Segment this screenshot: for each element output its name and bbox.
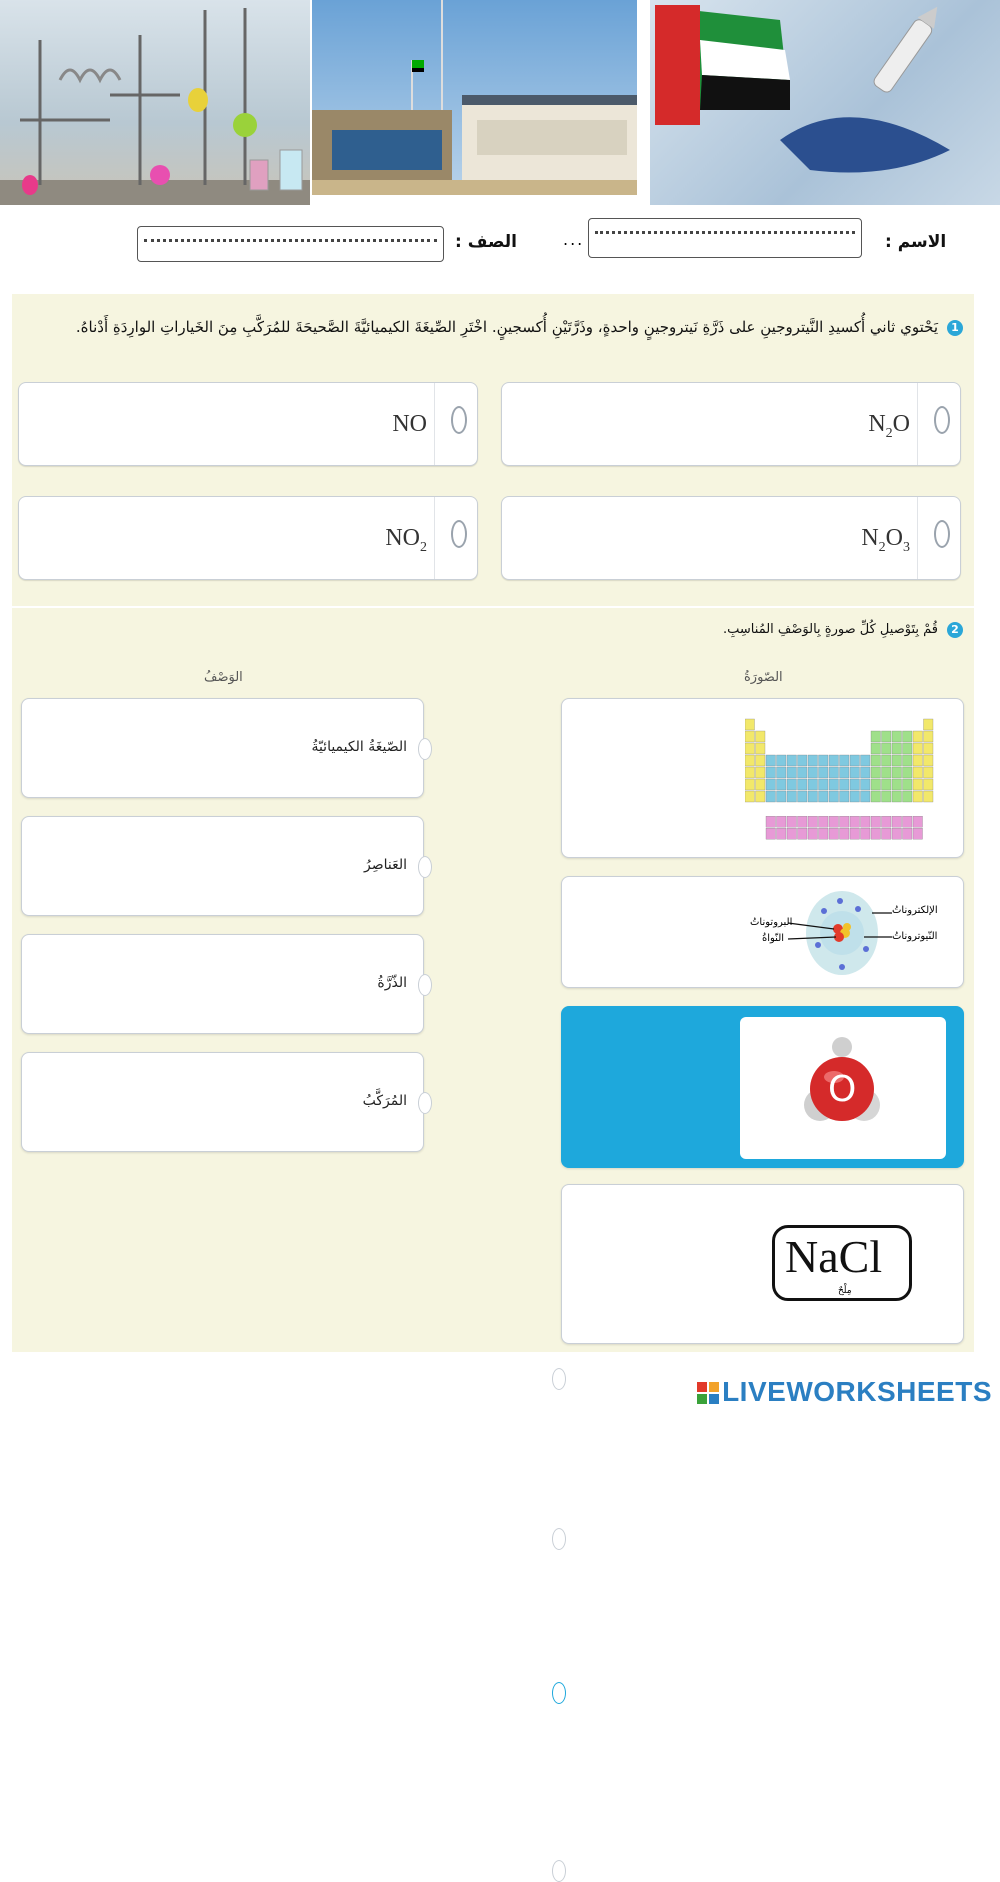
periodic-table-cell	[871, 791, 881, 802]
option-divider	[917, 497, 918, 579]
periodic-table-cell	[777, 828, 787, 839]
radio-button[interactable]	[451, 520, 467, 548]
periodic-table-cell	[861, 755, 871, 766]
periodic-table-cell	[756, 767, 766, 778]
nacl-formula: NaCl	[785, 1231, 883, 1282]
periodic-table-cell	[903, 779, 913, 790]
image-connector[interactable]	[552, 1682, 566, 1704]
description-connector[interactable]	[418, 974, 432, 996]
uae-flag-rocket-photo	[650, 0, 1000, 205]
oxygen-letter: O	[828, 1069, 857, 1110]
periodic-table-cell	[808, 767, 818, 778]
periodic-table-cell	[777, 816, 787, 827]
periodic-table-cell	[913, 779, 923, 790]
radio-button[interactable]	[934, 406, 950, 434]
periodic-table-cell	[840, 767, 850, 778]
periodic-table-cell	[829, 791, 839, 802]
periodic-table-cell	[903, 731, 913, 742]
periodic-table-cell	[924, 731, 934, 742]
class-label: الصف :	[455, 232, 517, 252]
periodic-table-cell	[871, 779, 881, 790]
periodic-table-cell	[903, 791, 913, 802]
periodic-table-cell	[892, 791, 902, 802]
periodic-table-cell	[871, 828, 881, 839]
periodic-table-cell	[850, 816, 860, 827]
nucleus-label: النّواةُ	[762, 933, 785, 944]
periodic-table-cell	[745, 779, 755, 790]
periodic-table-cell	[913, 791, 923, 802]
description-text: الصّيغَةُ الكيميائيّةُ	[311, 739, 407, 755]
periodic-table-cell	[924, 719, 934, 730]
periodic-table-cell	[798, 816, 808, 827]
match-image-nacl[interactable]	[561, 1184, 964, 1344]
periodic-table-cell	[892, 743, 902, 754]
periodic-table-cell	[913, 755, 923, 766]
option-divider	[434, 383, 435, 465]
question-1-text: يَحْتوي ثاني أُكسيدِ النَّيتروجينِ على ذَرَّةِ نَيتروجينٍ واحدةٍ، وذَرَّتَيْنِ أُكسجينٍ. اخْتَرِ الصِّيغَةَ الكيميائيَّةَ الصَّحيحَةَ للمُرَكَّبِ مِنَ الخَياراتِ الوارِدَةِ أَدْناهُ.	[75, 318, 938, 336]
description-column-title: الوَصْفُ	[204, 670, 243, 685]
formula-text: NO	[392, 411, 427, 437]
name-label: الاسم :	[885, 232, 947, 252]
formula-text: $NO_2$	[385, 525, 427, 555]
header-banner	[0, 0, 1000, 205]
periodic-table-cell	[903, 743, 913, 754]
formula-text: $N_2O$	[868, 411, 910, 441]
periodic-table-cell	[913, 828, 923, 839]
periodic-table-cell	[766, 767, 776, 778]
periodic-table-cell	[882, 743, 892, 754]
periodic-table-cell	[829, 779, 839, 790]
match-description-atom[interactable]	[21, 934, 424, 1034]
match-description-elements[interactable]	[21, 816, 424, 916]
periodic-table-cell	[808, 816, 818, 827]
match-description-compound[interactable]	[21, 1052, 424, 1152]
periodic-table-cell	[892, 731, 902, 742]
periodic-table-cell	[871, 767, 881, 778]
periodic-table-cell	[871, 755, 881, 766]
protons-label: البروتوناتُ	[750, 917, 793, 928]
periodic-table-cell	[840, 779, 850, 790]
logo-icon	[697, 1382, 719, 1404]
periodic-table-cell	[871, 731, 881, 742]
periodic-table-cell	[756, 755, 766, 766]
periodic-table-cell	[808, 755, 818, 766]
periodic-table-cell	[861, 791, 871, 802]
periodic-table-cell	[798, 767, 808, 778]
question-1-section	[12, 294, 974, 606]
periodic-table-cell	[808, 779, 818, 790]
periodic-table-cell	[808, 791, 818, 802]
periodic-table-cell	[756, 731, 766, 742]
periodic-table-cell	[913, 767, 923, 778]
periodic-table-cell	[861, 828, 871, 839]
periodic-table-cell	[892, 828, 902, 839]
periodic-table-cell	[798, 779, 808, 790]
description-connector[interactable]	[418, 856, 432, 878]
periodic-table-cell	[903, 828, 913, 839]
periodic-table-cell	[829, 755, 839, 766]
school-building-photo	[312, 0, 637, 195]
periodic-table-cell	[777, 767, 787, 778]
periodic-table-cell	[861, 816, 871, 827]
periodic-table-cell	[903, 816, 913, 827]
periodic-table-cell	[798, 828, 808, 839]
option-no[interactable]	[18, 382, 478, 466]
periodic-table-cell	[903, 767, 913, 778]
nacl-image	[772, 1225, 912, 1301]
option-n2o[interactable]	[501, 382, 961, 466]
periodic-table-cell	[819, 779, 829, 790]
match-image-periodic-table[interactable]	[561, 698, 964, 858]
periodic-table-cell	[892, 816, 902, 827]
periodic-table-cell	[745, 767, 755, 778]
periodic-table-cell	[798, 791, 808, 802]
name-field[interactable]	[588, 218, 862, 258]
periodic-table-cell	[829, 828, 839, 839]
option-divider	[917, 383, 918, 465]
periodic-table-cell	[850, 767, 860, 778]
periodic-table-cell	[787, 828, 797, 839]
periodic-table-cell	[892, 767, 902, 778]
periodic-table-cell	[766, 755, 776, 766]
periodic-table-cell	[766, 816, 776, 827]
class-trailing-dots: ...	[563, 230, 585, 249]
option-no2[interactable]	[18, 496, 478, 580]
image-connector[interactable]	[552, 1528, 566, 1550]
neutrons-label: النّيوتروناتُ	[892, 931, 938, 942]
periodic-table-cell	[840, 791, 850, 802]
periodic-table-cell	[819, 791, 829, 802]
formula-text: $N_2O_3$	[861, 525, 910, 555]
match-description-chemical-formula[interactable]	[21, 698, 424, 798]
periodic-table-cell	[745, 719, 755, 730]
match-image-water-molecule[interactable]	[561, 1006, 964, 1168]
periodic-table-cell	[882, 767, 892, 778]
periodic-table-cell	[892, 779, 902, 790]
periodic-table-cell	[777, 791, 787, 802]
periodic-table-cell	[819, 816, 829, 827]
periodic-table-cell	[798, 755, 808, 766]
periodic-table-cell	[745, 743, 755, 754]
atom-diagram-image	[752, 887, 952, 981]
periodic-table-cell	[787, 779, 797, 790]
description-text: الذّرَّةُ	[377, 975, 407, 991]
periodic-table-cell	[924, 779, 934, 790]
periodic-table-cell	[924, 743, 934, 754]
periodic-table-cell	[850, 779, 860, 790]
periodic-table-cell	[766, 828, 776, 839]
periodic-table-cell	[924, 767, 934, 778]
liveworksheets-logo: LIVEWORKSHEETS	[722, 1376, 992, 1407]
periodic-table-cell	[756, 743, 766, 754]
question-number-1: 1	[947, 320, 963, 336]
water-molecule-image	[740, 1017, 946, 1159]
periodic-table-cell	[882, 791, 892, 802]
periodic-table-cell	[882, 731, 892, 742]
description-connector[interactable]	[418, 1092, 432, 1114]
periodic-table-cell	[913, 731, 923, 742]
periodic-table-cell	[924, 755, 934, 766]
periodic-table-cell	[819, 767, 829, 778]
periodic-table-cell	[861, 767, 871, 778]
periodic-table-cell	[871, 816, 881, 827]
periodic-table-cell	[756, 791, 766, 802]
periodic-table-cell	[882, 828, 892, 839]
periodic-table-cell	[840, 828, 850, 839]
periodic-table-cell	[766, 779, 776, 790]
periodic-table-cell	[766, 791, 776, 802]
periodic-table-cell	[787, 816, 797, 827]
periodic-table-cell	[745, 755, 755, 766]
periodic-table-cell	[756, 779, 766, 790]
periodic-table-cell	[777, 779, 787, 790]
periodic-table-cell	[787, 755, 797, 766]
periodic-table-cell	[787, 767, 797, 778]
radio-button[interactable]	[934, 520, 950, 548]
image-connector[interactable]	[552, 1368, 566, 1390]
periodic-table-cell	[882, 779, 892, 790]
periodic-table-cell	[745, 791, 755, 802]
periodic-table-cell	[882, 816, 892, 827]
class-field[interactable]	[137, 226, 444, 262]
radio-button[interactable]	[451, 406, 467, 434]
periodic-table-cell	[840, 816, 850, 827]
periodic-table-cell	[861, 779, 871, 790]
description-text: المُرَكَّبُ	[362, 1093, 407, 1109]
image-connector[interactable]	[552, 1860, 566, 1882]
match-image-atom[interactable]	[561, 876, 964, 988]
lab-equipment-photo	[0, 0, 310, 205]
option-n2o3[interactable]	[501, 496, 961, 580]
image-column-title: الصّورَةُ	[744, 670, 783, 685]
periodic-table-cell	[913, 816, 923, 827]
periodic-table-cell	[808, 828, 818, 839]
periodic-table-cell	[903, 755, 913, 766]
periodic-table-cell	[924, 791, 934, 802]
periodic-table-cell	[829, 767, 839, 778]
periodic-table-cell	[777, 755, 787, 766]
question-2-section	[12, 608, 974, 1352]
periodic-table-cell	[829, 816, 839, 827]
periodic-table-cell	[850, 828, 860, 839]
question-2-text: قُمْ بِتَوْصيلِ كُلِّ صورةٍ بِالوَصْفِ المُناسِبِ.	[723, 622, 938, 637]
periodic-table-image	[745, 713, 941, 843]
nacl-caption: مِلْحٌ	[835, 1286, 855, 1296]
periodic-table-cell	[913, 743, 923, 754]
periodic-table-cell	[840, 755, 850, 766]
periodic-table-cell	[850, 755, 860, 766]
periodic-table-cell	[892, 755, 902, 766]
description-text: العَناصِرُ	[363, 857, 407, 873]
electrons-label: الإلكتروناتُ	[892, 905, 938, 916]
periodic-table-cell	[850, 791, 860, 802]
periodic-table-cell	[819, 828, 829, 839]
question-number-2: 2	[947, 622, 963, 638]
periodic-table-cell	[745, 731, 755, 742]
periodic-table-cell	[871, 743, 881, 754]
option-divider	[434, 497, 435, 579]
periodic-table-cell	[819, 755, 829, 766]
description-connector[interactable]	[418, 738, 432, 760]
periodic-table-cell	[882, 755, 892, 766]
periodic-table-cell	[787, 791, 797, 802]
